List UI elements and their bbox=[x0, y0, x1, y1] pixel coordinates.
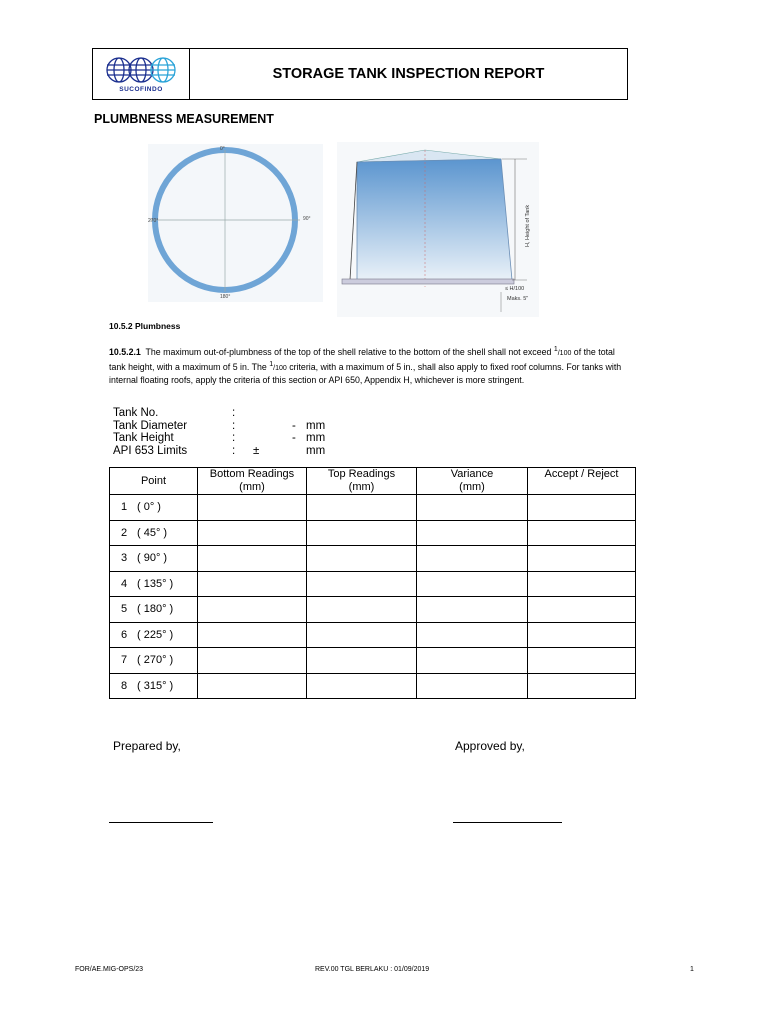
variance-cell[interactable] bbox=[417, 520, 528, 546]
point-number: 7 bbox=[121, 654, 128, 666]
label-270-deg: 270° bbox=[148, 218, 159, 224]
approved-signature-line bbox=[453, 822, 562, 823]
bottom-reading-cell[interactable] bbox=[198, 546, 307, 572]
point-cell bbox=[110, 520, 198, 546]
point-angle: ( 180° ) bbox=[137, 603, 174, 615]
report-title: STORAGE TANK INSPECTION REPORT bbox=[272, 66, 545, 82]
accept-reject-cell[interactable] bbox=[528, 546, 636, 572]
label-90-deg: 90° bbox=[303, 216, 311, 222]
label-0-deg: 0° bbox=[220, 146, 225, 152]
point-angle: ( 315° ) bbox=[137, 679, 174, 692]
point-number: 5 bbox=[121, 603, 128, 615]
clause-text-2: of the total tank height, with a maximum of 5 in. The bbox=[109, 346, 615, 373]
api-limits-label: API 653 Limits bbox=[113, 444, 188, 457]
top-reading-cell[interactable] bbox=[307, 673, 417, 699]
bottom-reading-cell[interactable] bbox=[198, 648, 307, 674]
top-reading-cell[interactable] bbox=[307, 571, 417, 597]
footer-page-number: 1 bbox=[690, 966, 694, 973]
fraction-numerator-2: 1 bbox=[269, 361, 274, 369]
accept-reject-cell[interactable] bbox=[528, 673, 636, 699]
variance-cell[interactable] bbox=[417, 673, 528, 699]
tank-height-label: Tank Height bbox=[113, 432, 174, 444]
plus-minus: ± bbox=[253, 444, 260, 457]
clause-paragraph bbox=[109, 344, 629, 386]
max-label: Maks. 5" bbox=[507, 296, 529, 302]
clause-number: 10.5.2.1 bbox=[109, 346, 141, 357]
tolerance-label: ≤ H/100 bbox=[505, 286, 525, 292]
bottom-reading-cell[interactable] bbox=[198, 571, 307, 597]
logo-text: SUCOFINDO bbox=[119, 85, 163, 93]
point-angle: ( 90° ) bbox=[137, 552, 168, 564]
tank-plan-diagram bbox=[148, 144, 323, 302]
table-row bbox=[110, 673, 636, 699]
table-row bbox=[110, 546, 636, 572]
colon: : bbox=[232, 407, 236, 419]
section-title: PLUMBNESS MEASUREMENT bbox=[94, 112, 274, 126]
table-row bbox=[110, 571, 636, 597]
variance-cell[interactable] bbox=[417, 648, 528, 674]
bottom-reading-cell[interactable] bbox=[198, 520, 307, 546]
point-cell bbox=[110, 597, 198, 623]
accept-reject-cell[interactable] bbox=[528, 622, 636, 648]
header-top-readings: Top Readings (mm) bbox=[307, 468, 417, 495]
point-number: 8 bbox=[121, 679, 128, 692]
bottom-reading-cell[interactable] bbox=[198, 622, 307, 648]
unit-mm: mm bbox=[306, 444, 326, 457]
dash: - bbox=[292, 432, 296, 444]
point-cell bbox=[110, 546, 198, 572]
dash: - bbox=[292, 419, 296, 432]
header-bottom-readings: Bottom Readings (mm) bbox=[198, 468, 307, 495]
point-cell bbox=[110, 495, 198, 521]
point-cell bbox=[110, 648, 198, 674]
fraction-denominator-2: /100 bbox=[273, 365, 287, 373]
colon: : bbox=[232, 432, 236, 444]
variance-cell[interactable] bbox=[417, 622, 528, 648]
unit-mm: mm bbox=[306, 432, 326, 444]
footer-revision: REV.00 TGL BERLAKU : 01/09/2019 bbox=[315, 966, 430, 973]
accept-reject-cell[interactable] bbox=[528, 648, 636, 674]
colon: : bbox=[232, 444, 236, 457]
tank-bottom-plate bbox=[342, 279, 514, 284]
fraction-denominator: /100 bbox=[557, 349, 572, 357]
prepared-by-label: Prepared by, bbox=[113, 739, 181, 753]
fraction-numerator: 1 bbox=[553, 346, 558, 353]
report-header bbox=[92, 48, 628, 100]
tank-no-label: Tank No. bbox=[113, 407, 159, 419]
accept-reject-cell[interactable] bbox=[528, 571, 636, 597]
point-number: 6 bbox=[121, 628, 128, 641]
point-angle: ( 45° ) bbox=[137, 526, 168, 539]
accept-reject-cell[interactable] bbox=[528, 495, 636, 521]
variance-cell[interactable] bbox=[417, 571, 528, 597]
clause-text-3: criteria, with a maximum of 5 in., shall also apply to fixed roof columns. For tanks with internal floating roofs, apply the criteria of this section or API 650, Appendix H, whichever is more stringent. bbox=[109, 362, 622, 385]
point-cell bbox=[110, 571, 198, 597]
top-reading-cell[interactable] bbox=[307, 622, 417, 648]
point-angle: ( 270° ) bbox=[137, 654, 174, 666]
table-row bbox=[110, 597, 636, 623]
top-reading-cell[interactable] bbox=[307, 597, 417, 623]
header-variance: Variance (mm) bbox=[417, 468, 528, 495]
table-row bbox=[110, 622, 636, 648]
clause-heading: 10.5.2 Plumbness bbox=[109, 321, 181, 331]
point-number: 4 bbox=[121, 577, 128, 590]
colon: : bbox=[232, 419, 236, 432]
header-point: Point bbox=[110, 468, 198, 495]
table-row bbox=[110, 495, 636, 521]
top-reading-cell[interactable] bbox=[307, 495, 417, 521]
bottom-reading-cell[interactable] bbox=[198, 597, 307, 623]
height-label: H, Height of Tank bbox=[525, 204, 531, 247]
plumbness-readings-table bbox=[109, 467, 636, 699]
table-row bbox=[110, 520, 636, 546]
tank-elevation-diagram bbox=[337, 142, 539, 317]
bottom-reading-cell[interactable] bbox=[198, 673, 307, 699]
point-number: 3 bbox=[121, 552, 128, 564]
variance-cell[interactable] bbox=[417, 495, 528, 521]
point-angle: ( 0° ) bbox=[137, 501, 161, 513]
table-header-row bbox=[110, 468, 636, 495]
point-number: 1 bbox=[121, 501, 128, 513]
tank-diameter-label: Tank Diameter bbox=[113, 419, 188, 432]
point-angle: ( 225° ) bbox=[137, 628, 174, 641]
point-angle: ( 135° ) bbox=[137, 577, 174, 590]
top-reading-cell[interactable] bbox=[307, 546, 417, 572]
approved-by-label: Approved by, bbox=[455, 739, 525, 753]
accept-reject-cell[interactable] bbox=[528, 520, 636, 546]
table-row bbox=[110, 648, 636, 674]
variance-cell[interactable] bbox=[417, 597, 528, 623]
header-accept-reject: Accept / Reject bbox=[528, 468, 636, 495]
point-number: 2 bbox=[121, 526, 128, 539]
footer-form-code: FOR/AE.MIG-OPS/23 bbox=[75, 966, 144, 973]
tank-shell bbox=[357, 159, 512, 280]
label-180-deg: 180° bbox=[220, 294, 231, 300]
top-reading-cell[interactable] bbox=[307, 648, 417, 674]
variance-cell[interactable] bbox=[417, 546, 528, 572]
top-reading-cell[interactable] bbox=[307, 520, 417, 546]
unit-mm: mm bbox=[306, 419, 326, 432]
sucofindo-logo-icon bbox=[104, 56, 178, 86]
bottom-reading-cell[interactable] bbox=[198, 495, 307, 521]
clause-text-1: The maximum out-of-plumbness of the top of the shell relative to the bottom of the shell shall not exceed bbox=[145, 346, 554, 357]
point-cell bbox=[110, 673, 198, 699]
point-cell bbox=[110, 622, 198, 648]
prepared-signature-line bbox=[109, 822, 213, 823]
logo-cell bbox=[93, 49, 190, 99]
accept-reject-cell[interactable] bbox=[528, 597, 636, 623]
